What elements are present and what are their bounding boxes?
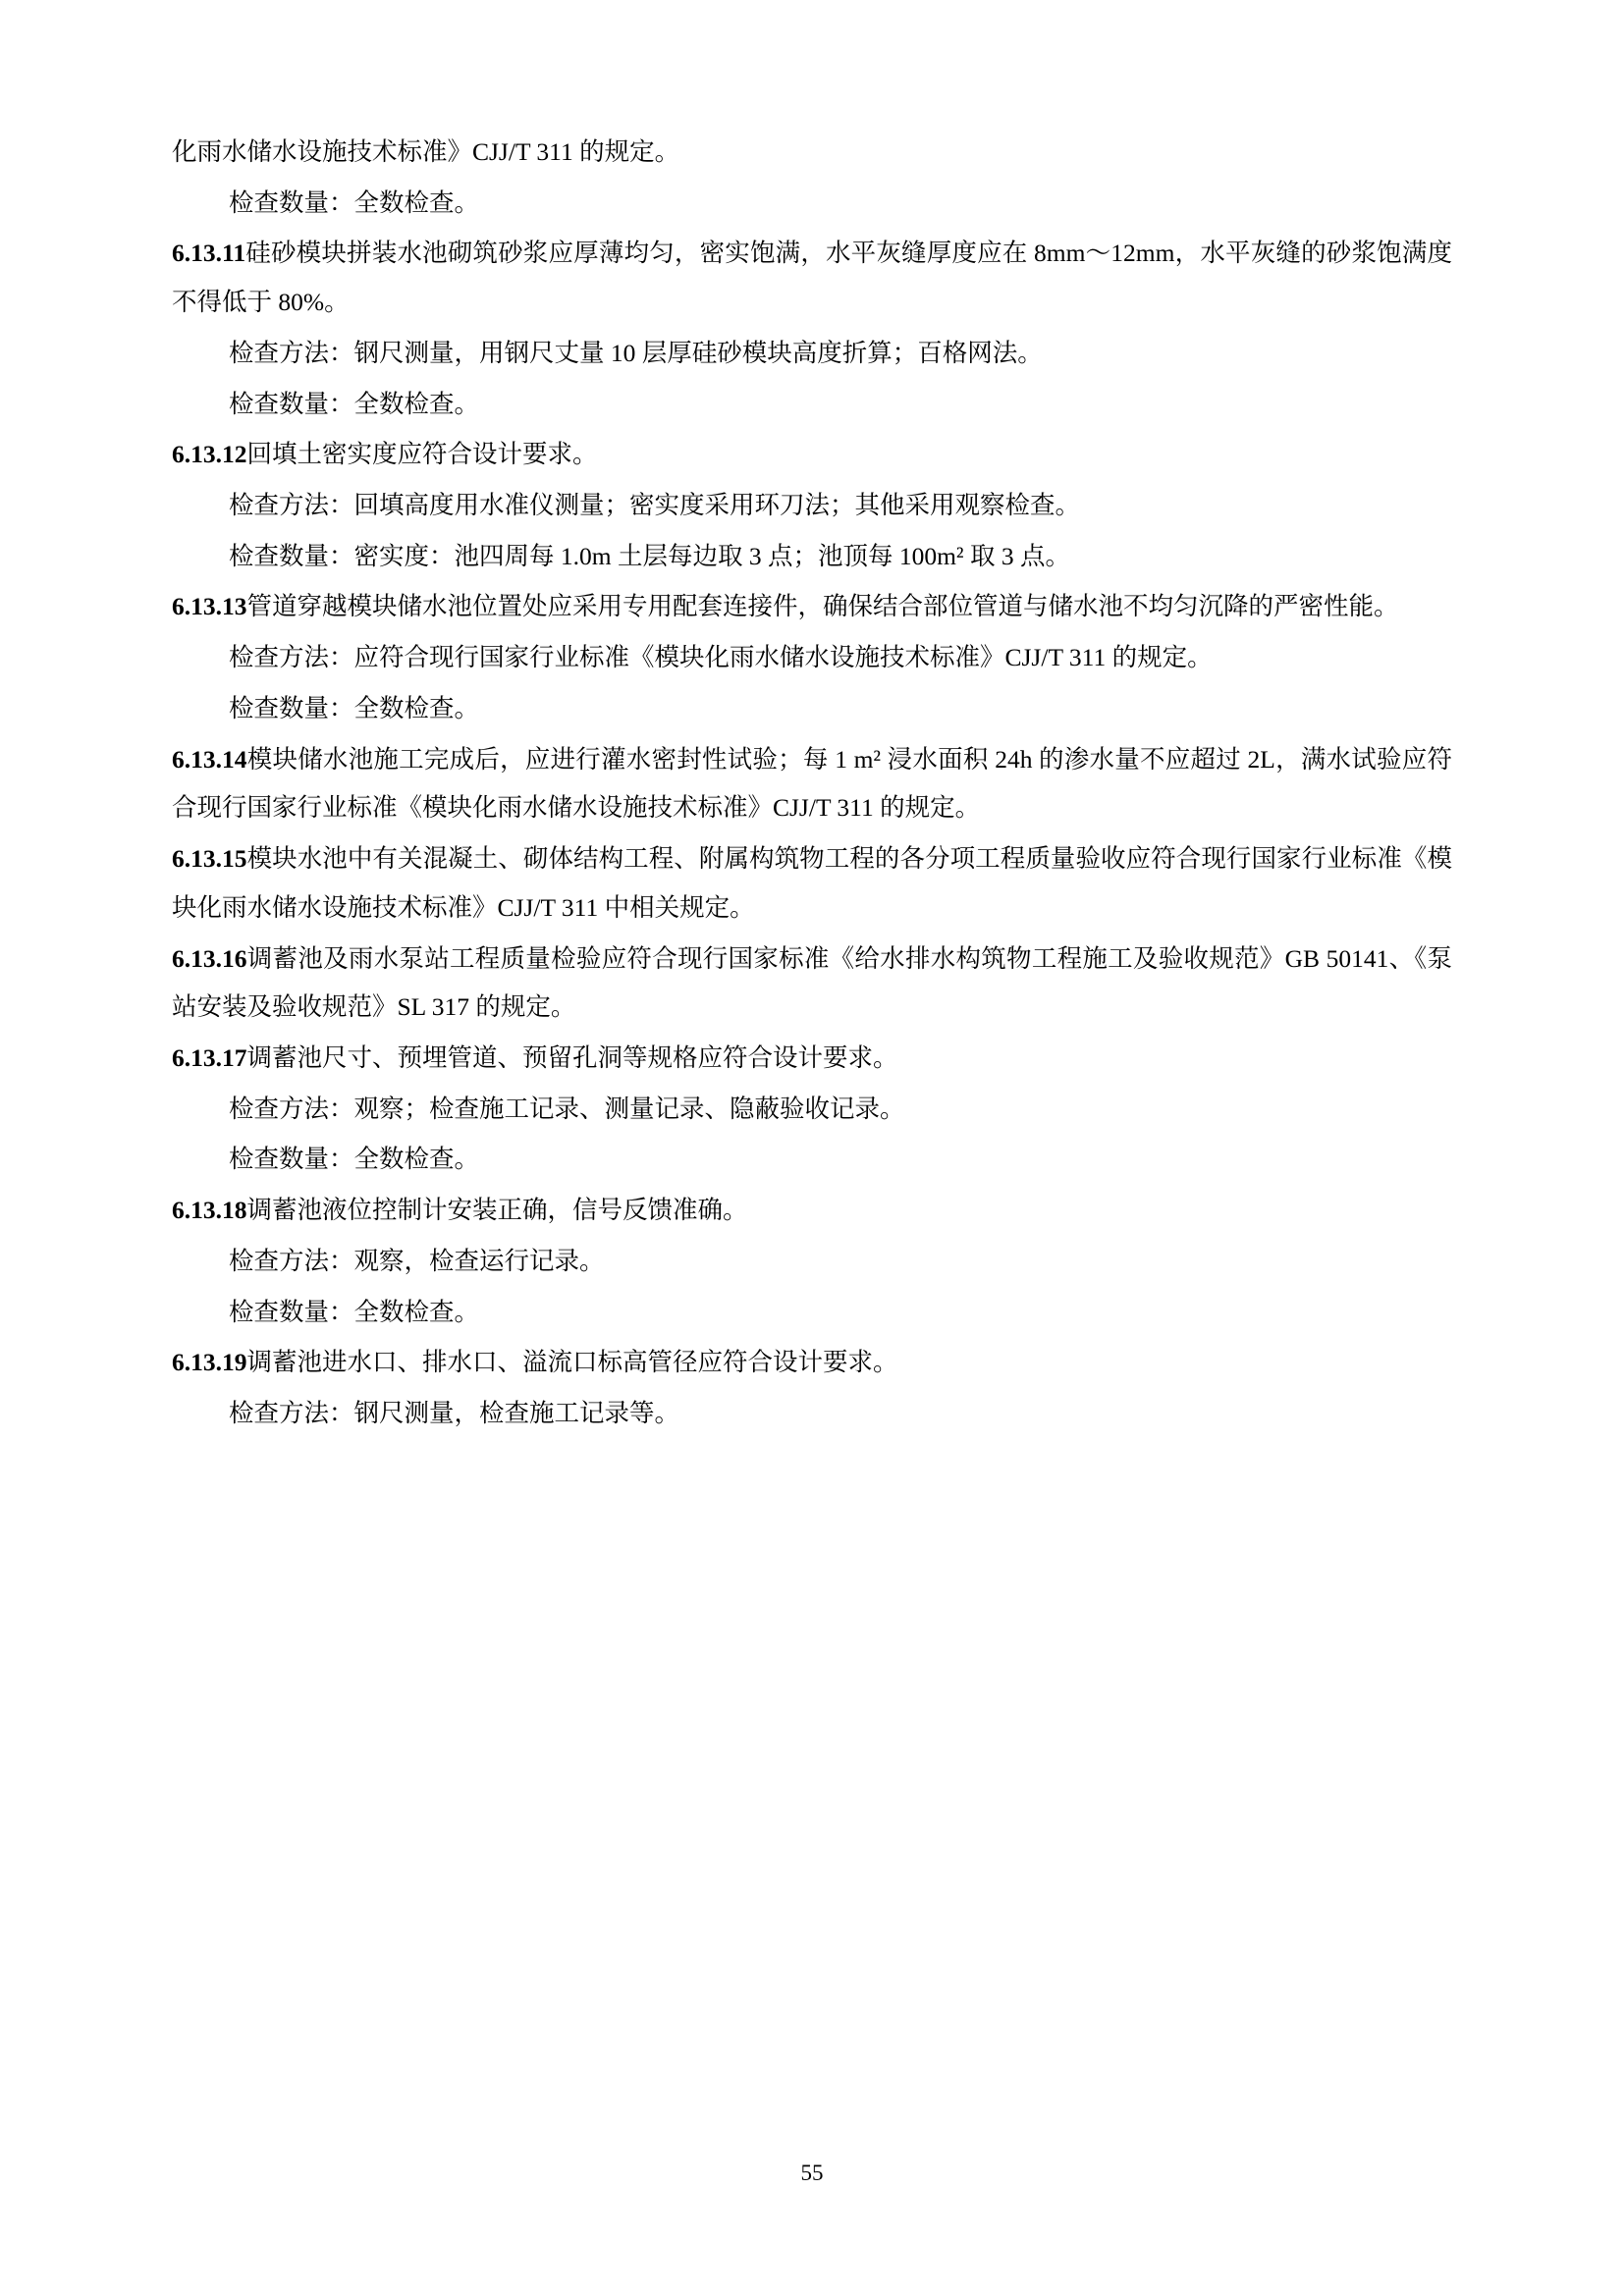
paragraph-text: 检查方法：钢尺测量，用钢尺丈量 10 层厚硅砂模块高度折算；百格网法。 [229,338,1043,367]
paragraph-text: 模块水池中有关混凝土、砌体结构工程、附属构筑物工程的各分项工程质量验收应符合现行国家行业标准《模块化雨水储水设施技术标准》CJJ/T 311 中相关规定。 [172,844,1452,922]
paragraph-inspection-method [172,1237,1452,1286]
clause-6-13-15 [172,834,1452,932]
paragraph-text: 检查方法：钢尺测量，检查施工记录等。 [229,1398,680,1427]
paragraph-inspection-method [172,481,1452,530]
clause-6-13-12 [172,430,1452,479]
paragraph-text: 检查数量：全数检查。 [229,187,480,217]
paragraph-inspection-quantity [172,179,1452,228]
clause-number: 6.13.17 [172,1042,247,1072]
clause-6-13-19 [172,1338,1452,1387]
clause-6-13-11 [172,229,1452,326]
paragraph-inspection-quantity [172,1288,1452,1337]
clause-number: 6.13.16 [172,943,247,973]
paragraph-text: 硅砂模块拼装水池砌筑砂浆应厚薄均匀，密实饱满，水平灰缝厚度应在 8mm～12mm，水平灰缝的砂浆饱满度不得低于 80%。 [172,239,1452,317]
clause-number: 6.13.19 [172,1348,247,1377]
paragraph-text: 回填土密实度应符合设计要求。 [246,440,598,469]
paragraph-text: 管道穿越模块储水池位置处应采用专用配套连接件，确保结合部位管道与储水池不均匀沉降的严密性能。 [246,592,1399,621]
clause-6-13-16 [172,934,1452,1032]
paragraph-text: 检查数量：全数检查。 [229,693,480,722]
paragraph-text: 检查方法：观察，检查运行记录。 [229,1246,605,1275]
clause-number: 6.13.14 [172,744,247,774]
paragraph-continued [172,128,1452,177]
clause-6-13-13 [172,582,1452,631]
paragraph-text: 模块储水池施工完成后，应进行灌水密封性试验；每 1 m² 浸水面积 24h 的渗水量不应超过 2L，满水试验应符合现行国家行业标准《模块化雨水储水设施技术标准》CJJ/T 311 的规定。 [172,744,1452,823]
clause-number: 6.13.11 [172,239,246,268]
paragraph-text: 检查方法：应符合现行国家行业标准《模块化雨水储水设施技术标准》CJJ/T 311 的规定。 [229,643,1213,672]
clause-number: 6.13.18 [172,1196,247,1225]
document-body [172,128,1452,1438]
clause-6-13-18 [172,1186,1452,1235]
paragraph-text: 检查方法：回填高度用水准仪测量；密实度采用环刀法；其他采用观察检查。 [229,491,1081,520]
clause-6-13-17 [172,1034,1452,1083]
paragraph-inspection-method [172,1085,1452,1134]
paragraph-text: 调蓄池进水口、排水口、溢流口标高管径应符合设计要求。 [246,1348,898,1377]
paragraph-inspection-quantity [172,532,1452,581]
paragraph-text: 检查数量：全数检查。 [229,389,480,418]
paragraph-text: 检查数量：全数检查。 [229,1297,480,1326]
paragraph-text: 调蓄池液位控制计安装正确，信号反馈准确。 [246,1196,748,1225]
paragraph-inspection-quantity [172,1135,1452,1184]
paragraph-text: 检查数量：全数检查。 [229,1145,480,1174]
paragraph-inspection-method [172,633,1452,682]
paragraph-inspection-quantity [172,684,1452,733]
paragraph-text: 检查数量：密实度：池四周每 1.0m 土层每边取 3 点；池顶每 100m² 取 3 点。 [229,541,1070,570]
page-number: 55 [800,2161,824,2185]
paragraph-inspection-quantity [172,380,1452,429]
paragraph-text: 检查方法：观察；检查施工记录、测量记录、隐蔽验收记录。 [229,1094,905,1123]
paragraph-inspection-method [172,1389,1452,1438]
paragraph-text: 调蓄池及雨水泵站工程质量检验应符合现行国家标准《给水排水构筑物工程施工及验收规范》GB 50141、《泵站安装及验收规范》SL 317 的规定。 [172,943,1452,1022]
clause-6-13-14 [172,735,1452,832]
paragraph-text: 化雨水储水设施技术标准》CJJ/T 311 的规定。 [172,137,680,166]
clause-number: 6.13.13 [172,592,247,621]
paragraph-inspection-method [172,329,1452,378]
clause-number: 6.13.15 [172,844,247,874]
clause-number: 6.13.12 [172,440,247,469]
paragraph-text: 调蓄池尺寸、预埋管道、预留孔洞等规格应符合设计要求。 [246,1042,898,1072]
